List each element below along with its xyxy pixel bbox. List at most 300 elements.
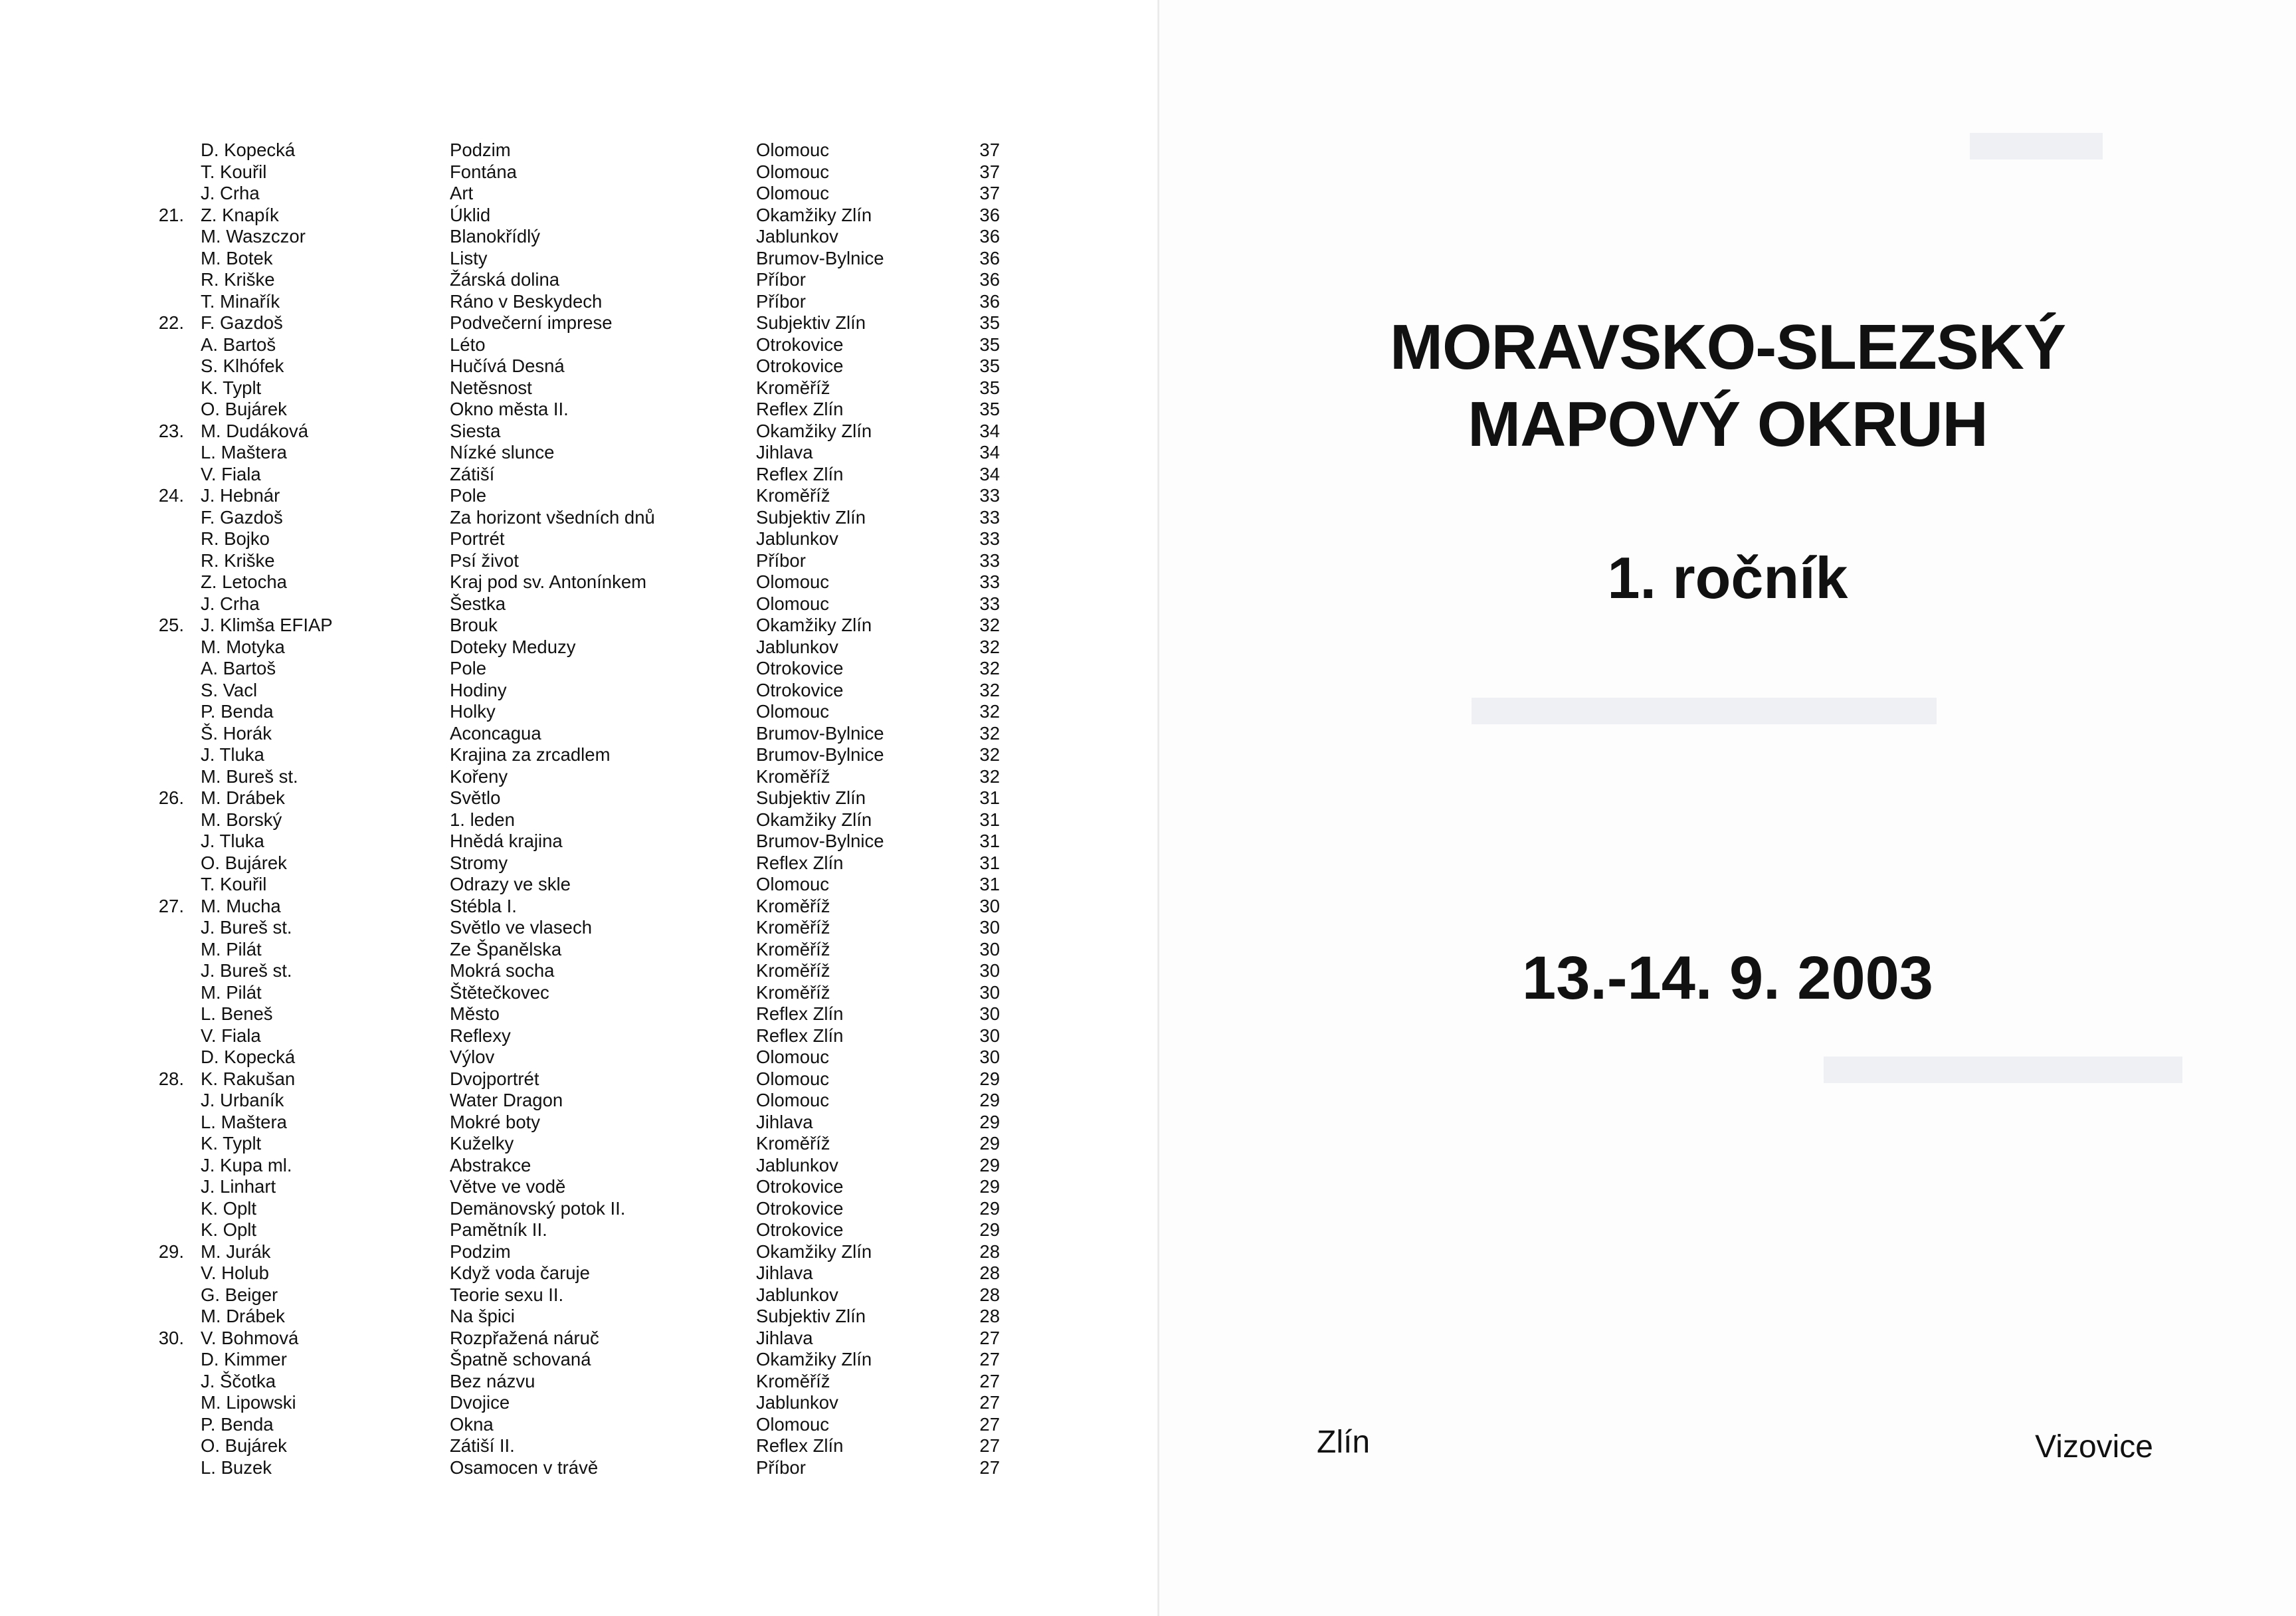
author-cell: J. Bureš st. xyxy=(201,917,292,938)
club-cell: Jihlava xyxy=(756,1327,813,1348)
author-cell: M. Pilát xyxy=(201,938,262,960)
club-cell: Olomouc xyxy=(756,161,830,182)
results-row xyxy=(0,1414,1159,1436)
title-cell: Štětečkovec xyxy=(450,981,549,1003)
results-row xyxy=(0,334,1159,356)
club-cell: Kroměříž xyxy=(756,765,830,787)
club-cell: Kroměříž xyxy=(756,895,830,916)
club-cell: Okamžiky Zlín xyxy=(756,1241,872,1262)
club-cell: Jihlava xyxy=(756,442,813,462)
club-cell: Reflex Zlín xyxy=(756,1435,844,1456)
club-cell: Příbor xyxy=(756,269,806,290)
author-cell: J. Ščotka xyxy=(201,1370,276,1391)
title-cell: Hnědá krajina xyxy=(450,831,563,851)
points-cell: 32 xyxy=(979,744,1000,765)
results-row xyxy=(0,248,1159,270)
author-cell: O. Bujárek xyxy=(201,399,287,419)
author-cell: M. Mucha xyxy=(201,895,281,916)
results-row xyxy=(0,1241,1159,1263)
title-cell: Teorie sexu II. xyxy=(450,1284,564,1305)
author-cell: J. Linhart xyxy=(201,1176,276,1197)
results-row xyxy=(0,960,1159,982)
points-cell: 36 xyxy=(979,226,1000,247)
results-row xyxy=(0,1457,1159,1479)
title-cell: Blanokřídlý xyxy=(450,226,541,247)
title-cell: Kořeny xyxy=(450,765,508,787)
title-cell: Psí život xyxy=(450,550,519,571)
results-row xyxy=(0,1003,1159,1025)
title-cell: Pole xyxy=(450,485,487,506)
author-cell: O. Bujárek xyxy=(201,852,287,873)
title-cell: Art xyxy=(450,183,474,203)
author-cell: V. Fiala xyxy=(201,463,261,484)
title-cell: Water Dragon xyxy=(450,1090,563,1110)
points-cell: 27 xyxy=(979,1435,1000,1456)
city-left: Zlín xyxy=(1317,1425,1371,1460)
points-cell: 35 xyxy=(979,399,1000,419)
author-cell: T. Minařík xyxy=(201,290,280,312)
club-cell: Olomouc xyxy=(756,140,830,160)
title-cell: Podvečerní imprese xyxy=(450,312,613,333)
club-cell: Jablunkov xyxy=(756,1284,838,1305)
title-cell: Fontána xyxy=(450,161,517,182)
results-row xyxy=(0,1349,1159,1371)
author-cell: Z. Knapík xyxy=(201,204,279,225)
author-cell: S. Vacl xyxy=(201,679,258,700)
club-cell: Jihlava xyxy=(756,1262,813,1283)
title-cell: Odrazy ve skle xyxy=(450,874,571,894)
title-cell: Úklid xyxy=(450,204,491,225)
author-cell: O. Bujárek xyxy=(201,1435,287,1456)
results-row xyxy=(0,1068,1159,1090)
club-cell: Olomouc xyxy=(756,571,830,592)
author-cell: M. Motyka xyxy=(201,636,285,657)
results-row xyxy=(0,874,1159,896)
author-cell: D. Kopecká xyxy=(201,140,296,160)
title-cell: Krajina za zrcadlem xyxy=(450,744,611,765)
author-cell: F. Gazdoš xyxy=(201,312,283,333)
rank-cell: 21. xyxy=(158,204,184,225)
rank-cell: 26. xyxy=(158,787,184,808)
points-cell: 31 xyxy=(979,787,1000,808)
points-cell: 37 xyxy=(979,140,1000,160)
results-row xyxy=(0,269,1159,291)
author-cell: M. Drábek xyxy=(201,787,285,808)
points-cell: 29 xyxy=(979,1133,1000,1154)
results-row xyxy=(0,939,1159,961)
author-cell: K. Rakušan xyxy=(201,1068,296,1089)
author-cell: M. Dudáková xyxy=(201,420,309,441)
club-cell: Brumov-Bylnice xyxy=(756,722,884,744)
club-cell: Kroměříž xyxy=(756,981,830,1003)
results-row xyxy=(0,1219,1159,1241)
points-cell: 30 xyxy=(979,960,1000,981)
rank-cell: 23. xyxy=(158,420,184,441)
results-row xyxy=(0,1090,1159,1112)
points-cell: 34 xyxy=(979,442,1000,462)
results-row xyxy=(0,1306,1159,1328)
points-cell: 35 xyxy=(979,312,1000,333)
title-cell: 1. leden xyxy=(450,809,515,830)
results-row xyxy=(0,1025,1159,1047)
results-row xyxy=(0,464,1159,486)
results-row xyxy=(0,399,1159,421)
title-cell: Okna xyxy=(450,1413,494,1435)
points-cell: 27 xyxy=(979,1349,1000,1369)
author-cell: J. Crha xyxy=(201,593,260,614)
author-cell: L. Beneš xyxy=(201,1003,273,1024)
title-cell: Když voda čaruje xyxy=(450,1262,590,1283)
points-cell: 29 xyxy=(979,1111,1000,1132)
results-row xyxy=(0,1262,1159,1284)
points-cell: 34 xyxy=(979,463,1000,484)
points-cell: 27 xyxy=(979,1457,1000,1478)
title-cell: Hučívá Desná xyxy=(450,355,565,376)
points-cell: 29 xyxy=(979,1154,1000,1175)
points-cell: 32 xyxy=(979,636,1000,657)
club-cell: Jablunkov xyxy=(756,636,838,657)
author-cell: T. Kouřil xyxy=(201,874,267,894)
bleed-through-shape xyxy=(1970,133,2103,159)
title-cell: Mokré boty xyxy=(450,1111,541,1132)
results-row xyxy=(0,701,1159,723)
title-cell: Osamocen v trávě xyxy=(450,1457,599,1478)
results-row xyxy=(0,421,1159,443)
title-cell: Stromy xyxy=(450,852,508,873)
points-cell: 36 xyxy=(979,290,1000,312)
club-cell: Brumov-Bylnice xyxy=(756,831,884,851)
title-cell: Světlo xyxy=(450,787,501,808)
club-cell: Kroměříž xyxy=(756,917,830,938)
title-cell: Portrét xyxy=(450,528,505,549)
author-cell: A. Bartoš xyxy=(201,334,276,355)
title-cell: Žárská dolina xyxy=(450,269,560,290)
results-row xyxy=(0,507,1159,529)
points-cell: 33 xyxy=(979,485,1000,506)
points-cell: 33 xyxy=(979,550,1000,571)
club-cell: Okamžiky Zlín xyxy=(756,204,872,225)
results-row xyxy=(0,658,1159,680)
points-cell: 28 xyxy=(979,1262,1000,1283)
club-cell: Subjektiv Zlín xyxy=(756,506,866,528)
title-cell: Siesta xyxy=(450,420,501,441)
author-cell: M. Lipowski xyxy=(201,1392,296,1413)
results-row xyxy=(0,377,1159,399)
points-cell: 28 xyxy=(979,1306,1000,1326)
results-row xyxy=(0,787,1159,809)
title-cell: Podzim xyxy=(450,1241,511,1262)
club-cell: Reflex Zlín xyxy=(756,852,844,873)
points-cell: 27 xyxy=(979,1413,1000,1435)
results-row xyxy=(0,1392,1159,1414)
author-cell: K. Oplt xyxy=(201,1197,257,1219)
author-cell: J. Bureš st. xyxy=(201,960,292,981)
results-row xyxy=(0,1198,1159,1220)
event-date: 13.-14. 9. 2003 xyxy=(1522,944,1933,1012)
points-cell: 30 xyxy=(979,938,1000,960)
title-cell: Holky xyxy=(450,701,496,722)
points-cell: 33 xyxy=(979,506,1000,528)
author-cell: M. Bureš st. xyxy=(201,765,298,787)
author-cell: J. Kupa ml. xyxy=(201,1154,292,1175)
author-cell: D. Kopecká xyxy=(201,1047,296,1067)
club-cell: Olomouc xyxy=(756,183,830,203)
results-row xyxy=(0,1047,1159,1068)
club-cell: Olomouc xyxy=(756,1068,830,1089)
points-cell: 33 xyxy=(979,571,1000,592)
points-cell: 30 xyxy=(979,917,1000,938)
points-cell: 35 xyxy=(979,377,1000,398)
results-row xyxy=(0,528,1159,550)
club-cell: Subjektiv Zlín xyxy=(756,787,866,808)
results-row xyxy=(0,809,1159,831)
results-row xyxy=(0,1133,1159,1155)
points-cell: 35 xyxy=(979,334,1000,355)
results-row xyxy=(0,161,1159,183)
title-cell: Zátiší II. xyxy=(450,1435,515,1456)
title-cell: Výlov xyxy=(450,1047,495,1067)
club-cell: Otrokovice xyxy=(756,1176,844,1197)
title-cell: Abstrakce xyxy=(450,1154,531,1175)
author-cell: V. Holub xyxy=(201,1262,269,1283)
points-cell: 37 xyxy=(979,183,1000,203)
points-cell: 31 xyxy=(979,852,1000,873)
author-cell: R. Kriške xyxy=(201,269,275,290)
results-row xyxy=(0,593,1159,615)
points-cell: 29 xyxy=(979,1219,1000,1240)
points-cell: 28 xyxy=(979,1241,1000,1262)
points-cell: 36 xyxy=(979,247,1000,268)
club-cell: Otrokovice xyxy=(756,658,844,678)
club-cell: Subjektiv Zlín xyxy=(756,312,866,333)
results-row xyxy=(0,571,1159,593)
results-row xyxy=(0,766,1159,788)
results-row xyxy=(0,680,1159,702)
title-cell: Světlo ve vlasech xyxy=(450,917,592,938)
title-cell: Dvojportrét xyxy=(450,1068,539,1089)
author-cell: M. Jurák xyxy=(201,1241,271,1262)
points-cell: 36 xyxy=(979,204,1000,225)
club-cell: Jablunkov xyxy=(756,1154,838,1175)
results-row xyxy=(0,744,1159,766)
points-cell: 36 xyxy=(979,269,1000,290)
club-cell: Olomouc xyxy=(756,701,830,722)
points-cell: 28 xyxy=(979,1284,1000,1305)
title-cell: Léto xyxy=(450,334,486,355)
title-cell: Netěsnost xyxy=(450,377,532,398)
club-cell: Otrokovice xyxy=(756,1219,844,1240)
club-cell: Reflex Zlín xyxy=(756,1003,844,1024)
points-cell: 30 xyxy=(979,1047,1000,1067)
club-cell: Kroměříž xyxy=(756,938,830,960)
club-cell: Brumov-Bylnice xyxy=(756,744,884,765)
title-cell: Za horizont všedních dnů xyxy=(450,506,655,528)
author-cell: S. Klhófek xyxy=(201,355,284,376)
title-cell: Větve ve vodě xyxy=(450,1176,566,1197)
page-title-line-1: MORAVSKO-SLEZSKÝ xyxy=(1390,312,2065,383)
title-cell: Hodiny xyxy=(450,679,507,700)
author-cell: K. Oplt xyxy=(201,1219,257,1240)
club-cell: Okamžiky Zlín xyxy=(756,615,872,635)
club-cell: Subjektiv Zlín xyxy=(756,1306,866,1326)
title-cell: Demänovský potok II. xyxy=(450,1197,626,1219)
club-cell: Kroměříž xyxy=(756,485,830,506)
title-cell: Podzim xyxy=(450,140,511,160)
author-cell: K. Typlt xyxy=(201,1133,262,1154)
club-cell: Okamžiky Zlín xyxy=(756,420,872,441)
club-cell: Jablunkov xyxy=(756,226,838,247)
results-row xyxy=(0,291,1159,313)
title-cell: Na špici xyxy=(450,1306,515,1326)
results-row xyxy=(0,917,1159,939)
results-row xyxy=(0,1176,1159,1198)
results-row xyxy=(0,140,1159,161)
title-cell: Reflexy xyxy=(450,1025,511,1046)
club-cell: Otrokovice xyxy=(756,355,844,376)
results-row xyxy=(0,205,1159,227)
points-cell: 32 xyxy=(979,679,1000,700)
author-cell: M. Pilát xyxy=(201,981,262,1003)
results-row xyxy=(0,183,1159,205)
club-cell: Olomouc xyxy=(756,593,830,614)
points-cell: 27 xyxy=(979,1327,1000,1348)
club-cell: Otrokovice xyxy=(756,334,844,355)
points-cell: 29 xyxy=(979,1090,1000,1110)
author-cell: J. Hebnár xyxy=(201,485,280,506)
title-cell: Kraj pod sv. Antonínkem xyxy=(450,571,647,592)
title-cell: Kuželky xyxy=(450,1133,514,1154)
title-cell: Pole xyxy=(450,658,487,678)
title-cell: Mokrá socha xyxy=(450,960,555,981)
club-cell: Příbor xyxy=(756,290,806,312)
results-row xyxy=(0,442,1159,464)
title-cell: Špatně schovaná xyxy=(450,1349,591,1369)
club-cell: Příbor xyxy=(756,1457,806,1478)
author-cell: T. Kouřil xyxy=(201,161,267,182)
title-cell: Zátiší xyxy=(450,463,495,484)
club-cell: Olomouc xyxy=(756,1047,830,1067)
club-cell: Kroměříž xyxy=(756,1370,830,1391)
points-cell: 30 xyxy=(979,981,1000,1003)
club-cell: Reflex Zlín xyxy=(756,1025,844,1046)
page-title-line-2: MAPOVÝ OKRUH xyxy=(1468,389,1988,460)
rank-cell: 28. xyxy=(158,1068,184,1089)
points-cell: 32 xyxy=(979,701,1000,722)
results-row xyxy=(0,1112,1159,1134)
author-cell: D. Kimmer xyxy=(201,1349,287,1369)
title-cell: Brouk xyxy=(450,615,498,635)
author-cell: L. Maštera xyxy=(201,442,287,462)
title-cell: Stébla I. xyxy=(450,895,517,916)
club-cell: Reflex Zlín xyxy=(756,399,844,419)
points-cell: 35 xyxy=(979,355,1000,376)
points-cell: 30 xyxy=(979,1025,1000,1046)
points-cell: 32 xyxy=(979,615,1000,635)
results-row xyxy=(0,853,1159,874)
points-cell: 27 xyxy=(979,1392,1000,1413)
rank-cell: 25. xyxy=(158,615,184,635)
club-cell: Olomouc xyxy=(756,1090,830,1110)
club-cell: Jablunkov xyxy=(756,528,838,549)
results-row xyxy=(0,831,1159,853)
club-cell: Reflex Zlín xyxy=(756,463,844,484)
points-cell: 33 xyxy=(979,593,1000,614)
title-cell: Ráno v Beskydech xyxy=(450,290,603,312)
author-cell: P. Benda xyxy=(201,701,274,722)
club-cell: Jablunkov xyxy=(756,1392,838,1413)
author-cell: V. Fiala xyxy=(201,1025,261,1046)
author-cell: M. Botek xyxy=(201,247,273,268)
results-row xyxy=(0,1371,1159,1393)
club-cell: Okamžiky Zlín xyxy=(756,1349,872,1369)
points-cell: 29 xyxy=(979,1197,1000,1219)
title-cell: Město xyxy=(450,1003,500,1024)
title-cell: Bez názvu xyxy=(450,1370,535,1391)
results-row xyxy=(0,312,1159,334)
edition-label: 1. ročník xyxy=(1607,545,1848,611)
club-cell: Olomouc xyxy=(756,874,830,894)
title-cell: Ze Španělska xyxy=(450,938,562,960)
results-row xyxy=(0,226,1159,248)
rank-cell: 24. xyxy=(158,485,184,506)
title-cell: Rozpřažená náruč xyxy=(450,1327,599,1348)
title-cell: Doteky Meduzy xyxy=(450,636,576,657)
points-cell: 31 xyxy=(979,831,1000,851)
points-cell: 31 xyxy=(979,874,1000,894)
author-cell: Š. Horák xyxy=(201,722,272,744)
author-cell: L. Buzek xyxy=(201,1457,272,1478)
author-cell: F. Gazdoš xyxy=(201,506,283,528)
rank-cell: 30. xyxy=(158,1327,184,1348)
author-cell: M. Waszczor xyxy=(201,226,306,247)
points-cell: 32 xyxy=(979,722,1000,744)
title-cell: Nízké slunce xyxy=(450,442,555,462)
author-cell: K. Typlt xyxy=(201,377,262,398)
points-cell: 37 xyxy=(979,161,1000,182)
author-cell: M. Borský xyxy=(201,809,282,830)
rank-cell: 27. xyxy=(158,895,184,916)
author-cell: V. Bohmová xyxy=(201,1327,299,1348)
bleed-through-shape xyxy=(1824,1057,2182,1083)
results-row xyxy=(0,355,1159,377)
author-cell: J. Urbaník xyxy=(201,1090,284,1110)
club-cell: Jihlava xyxy=(756,1111,813,1132)
city-right: Vizovice xyxy=(2035,1429,2153,1464)
points-cell: 27 xyxy=(979,1370,1000,1391)
points-cell: 30 xyxy=(979,1003,1000,1024)
author-cell: J. Tluka xyxy=(201,831,264,851)
author-cell: L. Maštera xyxy=(201,1111,287,1132)
results-row xyxy=(0,637,1159,658)
results-row xyxy=(0,615,1159,637)
rank-cell: 29. xyxy=(158,1241,184,1262)
author-cell: A. Bartoš xyxy=(201,658,276,678)
points-cell: 32 xyxy=(979,658,1000,678)
title-cell: Okno města II. xyxy=(450,399,569,419)
club-cell: Otrokovice xyxy=(756,679,844,700)
club-cell: Otrokovice xyxy=(756,1197,844,1219)
title-page xyxy=(1159,0,2296,1616)
results-row xyxy=(0,982,1159,1004)
title-cell: Šestka xyxy=(450,593,506,614)
author-cell: J. Klimša EFIAP xyxy=(201,615,333,635)
club-cell: Příbor xyxy=(756,550,806,571)
points-cell: 29 xyxy=(979,1176,1000,1197)
author-cell: J. Tluka xyxy=(201,744,264,765)
results-row xyxy=(0,896,1159,918)
points-cell: 31 xyxy=(979,809,1000,830)
results-row xyxy=(0,1435,1159,1457)
